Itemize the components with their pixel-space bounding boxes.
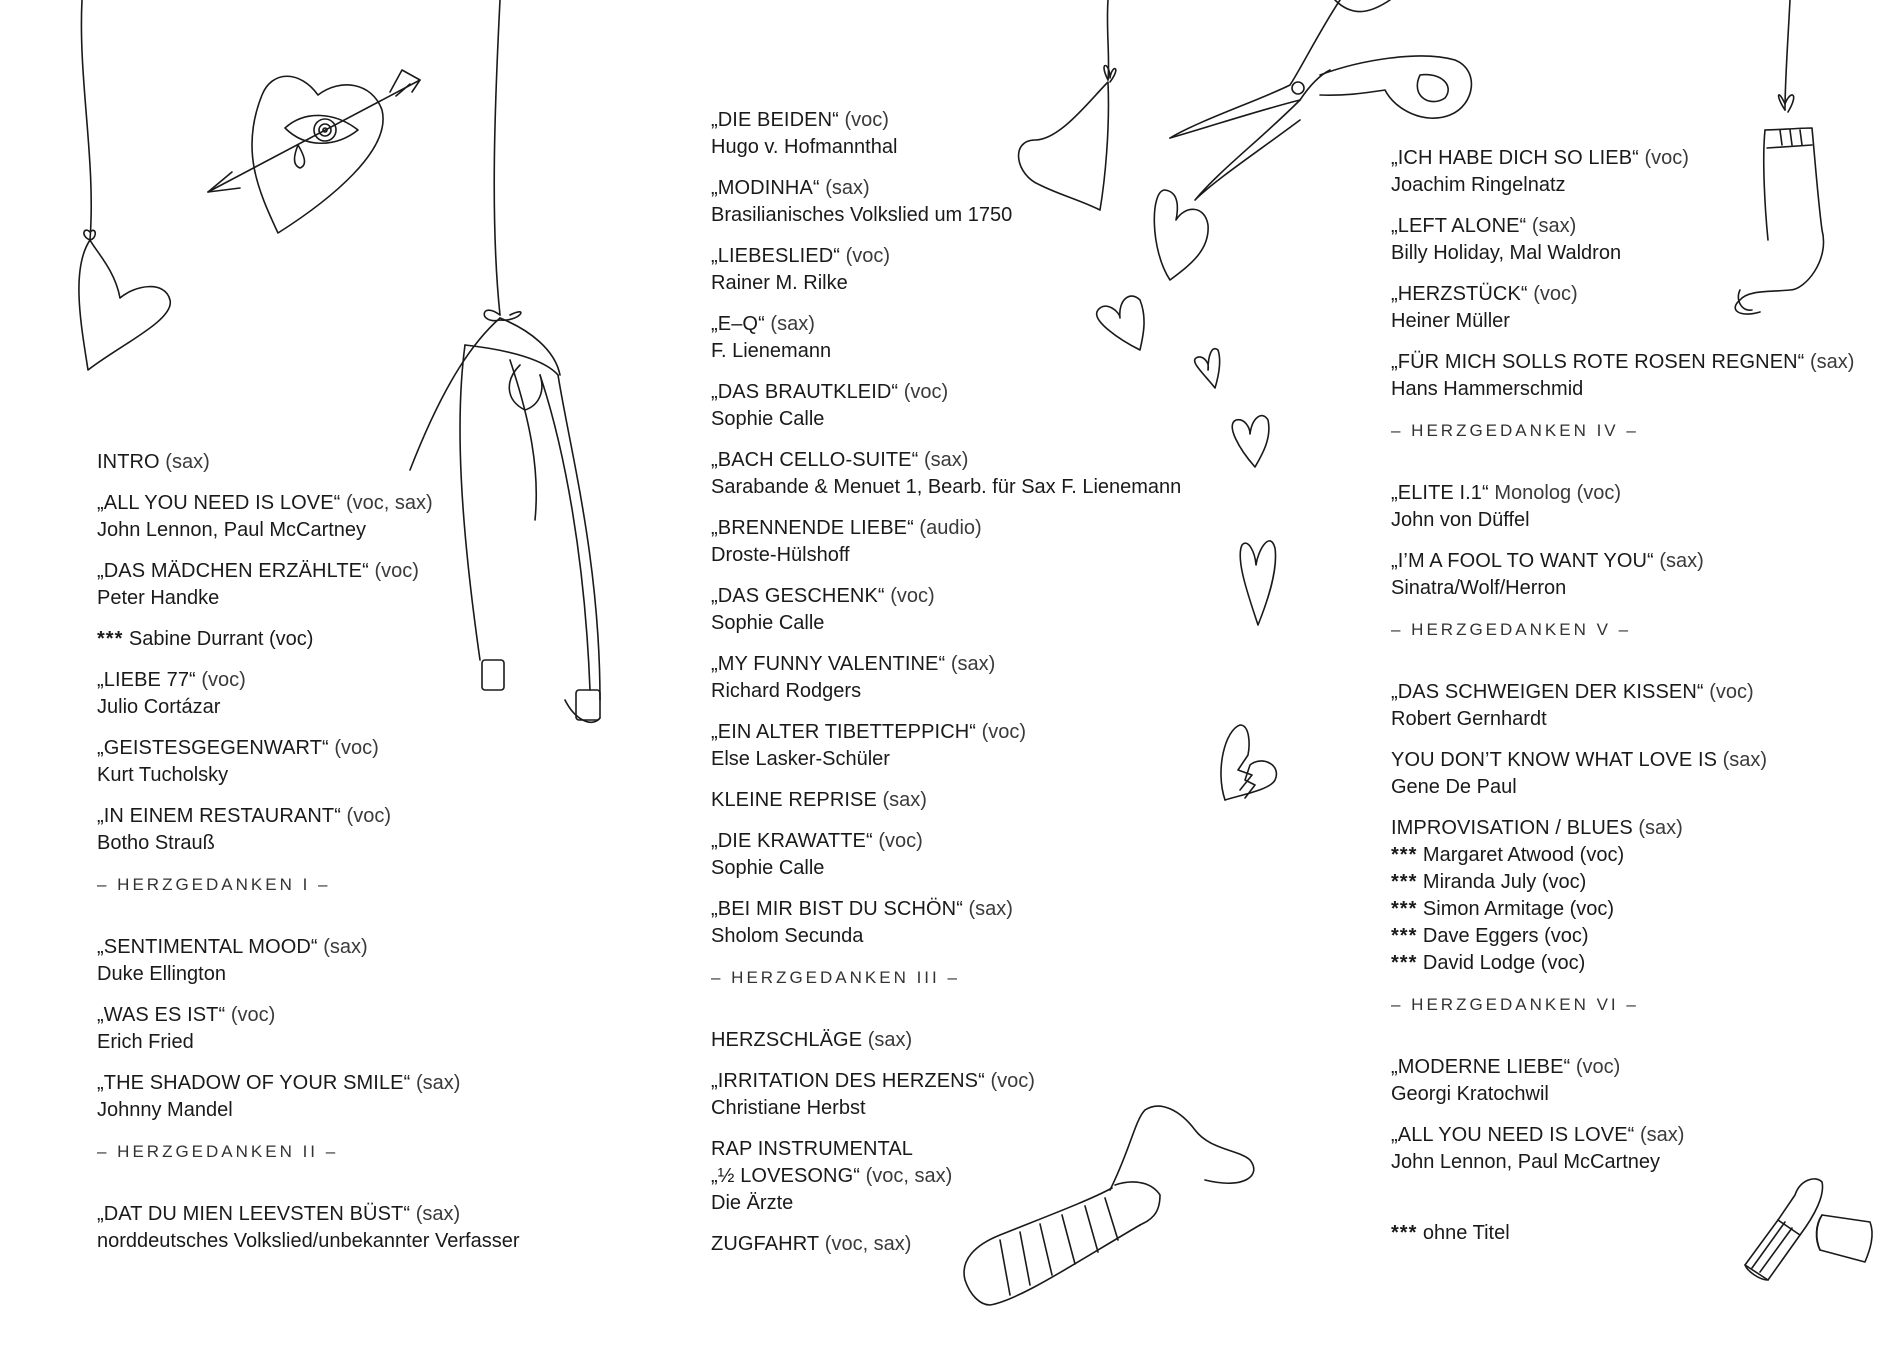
entry-title-line xyxy=(711,1231,1231,1258)
performance-note: (voc) xyxy=(1533,283,1578,305)
performance-note: (voc) xyxy=(346,805,391,827)
author: John von Düffel xyxy=(1391,509,1530,531)
program-column-2 xyxy=(711,107,1231,1272)
author: Gene De Paul xyxy=(1391,776,1517,798)
performance-note: (sax) xyxy=(165,451,210,473)
author: John Lennon, Paul McCartney xyxy=(1391,1151,1661,1173)
author: John Lennon, Paul McCartney xyxy=(97,519,367,541)
star-item-text: Margaret Atwood (voc) xyxy=(1422,844,1625,866)
program-entry xyxy=(711,1231,1231,1258)
program-entry xyxy=(711,107,1231,161)
entry-title-line xyxy=(711,311,1231,338)
piece-title: „LEFT ALONE“ xyxy=(1391,215,1527,237)
program-column-3 xyxy=(1391,145,1871,1261)
piece-title: „THE SHADOW OF YOUR SMILE“ xyxy=(97,1072,411,1094)
performance-note: (voc) xyxy=(374,560,419,582)
entry-title-line xyxy=(97,558,617,585)
author: Sholom Secunda xyxy=(711,925,864,947)
piece-title: „GEISTESGEGENWART“ xyxy=(97,737,329,759)
program-entry xyxy=(97,934,617,988)
program-entry xyxy=(711,719,1231,773)
star-list xyxy=(1391,1220,1871,1247)
performance-note: (sax) xyxy=(1659,550,1704,572)
piece-title: HERZSCHLÄGE xyxy=(711,1029,863,1051)
performance-note: (voc) xyxy=(1644,147,1689,169)
entry-title-line xyxy=(711,175,1231,202)
piece-title: „DAS BRAUTKLEID“ xyxy=(711,381,899,403)
performance-note: (sax) xyxy=(923,449,969,471)
piece-title: „MODINHA“ xyxy=(711,177,820,199)
piece-title: „ALL YOU NEED IS LOVE“ xyxy=(97,492,341,514)
performance-note: (voc) xyxy=(845,245,891,267)
performance-note: (sax) xyxy=(1638,817,1683,839)
author: Hugo v. Hofmannthal xyxy=(711,136,898,158)
program-entry xyxy=(97,1070,617,1124)
performance-note: (voc) xyxy=(990,1070,1035,1092)
piece-title: „EIN ALTER TIBETTEPPICH“ xyxy=(711,721,977,743)
star-list xyxy=(97,626,617,653)
stars-mark: *** xyxy=(1391,898,1418,920)
author: Else Lasker-Schüler xyxy=(711,748,890,770)
program-entry xyxy=(711,379,1231,433)
author: Erich Fried xyxy=(97,1031,194,1053)
piece-title: „DAS SCHWEIGEN DER KISSEN“ xyxy=(1391,681,1704,703)
entry-title-line xyxy=(1391,1054,1871,1081)
entry-title-line xyxy=(97,449,617,476)
entry-title-line xyxy=(97,1201,617,1228)
program-entry xyxy=(1391,679,1871,733)
piece-title: ZUGFAHRT xyxy=(711,1233,820,1255)
entry-title-line xyxy=(1391,815,1871,842)
stars-mark: *** xyxy=(1391,952,1418,974)
piece-title: „MY FUNNY VALENTINE“ xyxy=(711,653,946,675)
star-list-item xyxy=(1391,869,1871,896)
piece-title: YOU DON’T KNOW WHAT LOVE IS xyxy=(1391,749,1718,771)
star-list-item xyxy=(1391,896,1871,923)
entry-title-line xyxy=(711,896,1231,923)
author: Billy Holiday, Mal Waldron xyxy=(1391,242,1622,264)
performance-note: (sax) xyxy=(950,653,996,675)
piece-title: „SENTIMENTAL MOOD“ xyxy=(97,936,318,958)
program-column-1 xyxy=(97,449,617,1269)
star-list-item xyxy=(1391,842,1871,869)
program-entry xyxy=(711,243,1231,297)
section-heading: – HERZGEDANKEN II – xyxy=(97,1142,339,1161)
program-entry xyxy=(711,583,1231,637)
author: norddeutsches Volkslied/unbekannter Verfasser xyxy=(97,1230,520,1252)
program-entry xyxy=(1391,281,1871,335)
star-list-item xyxy=(1391,1220,1871,1247)
program-entry xyxy=(97,449,617,476)
author: Botho Strauß xyxy=(97,832,215,854)
program-entry xyxy=(97,490,617,544)
program-entry xyxy=(711,651,1231,705)
author: Richard Rodgers xyxy=(711,680,862,702)
author: Sophie Calle xyxy=(711,612,825,634)
piece-title: „LIEBESLIED“ xyxy=(711,245,841,267)
stars-mark: *** xyxy=(1391,871,1418,893)
entry-title-line xyxy=(97,490,617,517)
entry-title-line xyxy=(97,934,617,961)
program-entry xyxy=(711,1136,1231,1217)
entry-title-line xyxy=(711,515,1231,542)
piece-title: „BRENNENDE LIEBE“ xyxy=(711,517,914,539)
author: Johnny Mandel xyxy=(97,1099,233,1121)
spacer xyxy=(1391,1190,1871,1220)
program-entry xyxy=(711,1027,1231,1054)
star-item-text: Miranda July (voc) xyxy=(1422,871,1587,893)
entry-title-line xyxy=(1391,213,1871,240)
piece-title: „ICH HABE DICH SO LIEB“ xyxy=(1391,147,1639,169)
star-list xyxy=(1391,815,1871,977)
performance-note: (sax) xyxy=(1531,215,1577,237)
author: Droste-Hülshoff xyxy=(711,544,850,566)
star-item-text: Sabine Durrant (voc) xyxy=(128,628,314,650)
piece-title: „DAT DU MIEN LEEVSTEN BÜST“ xyxy=(97,1203,411,1225)
piece-title: „IN EINEM RESTAURANT“ xyxy=(97,805,341,827)
star-item-text: David Lodge (voc) xyxy=(1422,952,1586,974)
section-heading: – HERZGEDANKEN IV – xyxy=(1391,421,1639,440)
entry-title-line xyxy=(1391,349,1871,376)
program-entry xyxy=(711,896,1231,950)
piece-title: „DIE KRAWATTE“ xyxy=(711,830,873,852)
piece-title: „BACH CELLO-SUITE“ xyxy=(711,449,919,471)
performance-note: (voc) xyxy=(201,669,246,691)
piece-title: „IRRITATION DES HERZENS“ xyxy=(711,1070,985,1092)
program-entry xyxy=(711,515,1231,569)
author: Heiner Müller xyxy=(1391,310,1510,332)
performance-note: (voc) xyxy=(334,737,379,759)
program-entry xyxy=(97,1002,617,1056)
program-entry xyxy=(711,447,1231,501)
author: Sarabande & Menuet 1, Bearb. für Sax F. Lienemann xyxy=(711,476,1182,498)
entry-title-line xyxy=(1391,679,1871,706)
performance-note: (voc) xyxy=(1709,681,1754,703)
star-list-item xyxy=(1391,950,1871,977)
performance-note: (sax) xyxy=(968,898,1013,920)
program-entry xyxy=(97,1201,617,1255)
author: Rainer M. Rilke xyxy=(711,272,848,294)
entry-title-line xyxy=(1391,281,1871,308)
performance-note: (voc) xyxy=(1575,1056,1621,1078)
entry-title-line xyxy=(711,1068,1231,1095)
star-item-text: ohne Titel xyxy=(1422,1222,1510,1244)
entry-title-line xyxy=(1391,480,1871,507)
author: F. Lienemann xyxy=(711,340,832,362)
star-list-item xyxy=(97,626,617,653)
piece-title: „ELITE I.1“ xyxy=(1391,482,1489,504)
piece-title: „DIE BEIDEN“ xyxy=(711,109,839,131)
author: Brasilianisches Volkslied um 1750 xyxy=(711,204,1013,226)
performance-note: (sax) xyxy=(1639,1124,1685,1146)
piece-title: „BEI MIR BIST DU SCHÖN“ xyxy=(711,898,963,920)
program-entry xyxy=(1391,548,1871,602)
section-heading: – HERZGEDANKEN VI – xyxy=(1391,995,1639,1014)
performance-note: (voc) xyxy=(981,721,1027,743)
entry-title-line xyxy=(97,1002,617,1029)
program-entry xyxy=(97,735,617,789)
piece-title: „I’M A FOOL TO WANT YOU“ xyxy=(1391,550,1654,572)
author: Joachim Ringelnatz xyxy=(1391,174,1566,196)
program-entry xyxy=(1391,1054,1871,1108)
piece-title: „LIEBE 77“ xyxy=(97,669,196,691)
entry-title-line xyxy=(711,1027,1231,1054)
performance-note: Monolog (voc) xyxy=(1494,482,1622,504)
entry-title-line xyxy=(711,651,1231,678)
program-entry xyxy=(1391,213,1871,267)
star-item-text: Simon Armitage (voc) xyxy=(1422,898,1615,920)
piece-title: INTRO xyxy=(97,451,160,473)
entry-title-line xyxy=(711,243,1231,270)
author: Peter Handke xyxy=(97,587,220,609)
author: Sinatra/Wolf/Herron xyxy=(1391,577,1567,599)
stars-mark: *** xyxy=(1391,925,1418,947)
program-entry xyxy=(1391,480,1871,534)
entry-title-line xyxy=(711,447,1231,474)
performance-note: (voc) xyxy=(890,585,935,607)
author: Georgi Kratochwil xyxy=(1391,1083,1549,1105)
entry-title-line xyxy=(711,1136,1231,1163)
program-entry xyxy=(711,787,1231,814)
stars-mark: *** xyxy=(1391,1222,1418,1244)
entry-title-line xyxy=(97,667,617,694)
entry-title-line xyxy=(1391,548,1871,575)
program-entry xyxy=(97,803,617,857)
star-item-text: Dave Eggers (voc) xyxy=(1422,925,1589,947)
author: Duke Ellington xyxy=(97,963,226,985)
entry-title-line xyxy=(97,1070,617,1097)
section-heading: – HERZGEDANKEN III – xyxy=(711,968,960,987)
piece-title: „ALL YOU NEED IS LOVE“ xyxy=(1391,1124,1635,1146)
author: Sophie Calle xyxy=(711,408,825,430)
heart-arrow-eye-icon xyxy=(208,70,420,233)
performance-note: (sax) xyxy=(415,1072,461,1094)
piece-title: „DAS GESCHENK“ xyxy=(711,585,885,607)
star-list-item xyxy=(1391,923,1871,950)
program-entry xyxy=(97,558,617,612)
entry-title-line xyxy=(97,735,617,762)
entry-title-line xyxy=(711,583,1231,610)
piece-title: „FÜR MICH SOLLS ROTE ROSEN REGNEN“ xyxy=(1391,351,1805,373)
piece-title: KLEINE REPRISE xyxy=(711,789,877,811)
piece-title: „E–Q“ xyxy=(711,313,765,335)
author: Christiane Herbst xyxy=(711,1097,866,1119)
program-entry xyxy=(711,1068,1231,1122)
entry-title-line xyxy=(711,379,1231,406)
program-entry xyxy=(711,828,1231,882)
stars-mark: *** xyxy=(1391,844,1418,866)
author: Julio Cortázar xyxy=(97,696,221,718)
piece-title: „HERZSTÜCK“ xyxy=(1391,283,1528,305)
section-heading: – HERZGEDANKEN I – xyxy=(97,875,331,894)
entry-title-line xyxy=(1391,145,1871,172)
program-entry xyxy=(711,311,1231,365)
program-entry xyxy=(711,175,1231,229)
entry-title-line xyxy=(711,828,1231,855)
program-entry xyxy=(1391,747,1871,801)
performance-note: (sax) xyxy=(323,936,368,958)
stars-mark: *** xyxy=(97,628,124,650)
performance-note: (sax) xyxy=(415,1203,461,1225)
author: Hans Hammerschmid xyxy=(1391,378,1584,400)
author: Robert Gernhardt xyxy=(1391,708,1547,730)
performance-note: (voc, sax) xyxy=(345,492,433,514)
program-entry xyxy=(1391,1122,1871,1176)
piece-title: „MODERNE LIEBE“ xyxy=(1391,1056,1571,1078)
piece-title: „½ LOVESONG“ xyxy=(711,1165,861,1187)
performance-note: (voc) xyxy=(230,1004,276,1026)
performance-note: (sax) xyxy=(825,177,870,199)
piece-title: „WAS ES IST“ xyxy=(97,1004,226,1026)
entry-title-line xyxy=(1391,747,1871,774)
entry-title-line xyxy=(711,1163,1231,1190)
performance-note: (sax) xyxy=(1722,749,1768,771)
performance-note: (voc) xyxy=(903,381,949,403)
performance-note: (sax) xyxy=(770,313,815,335)
entry-title-line xyxy=(711,719,1231,746)
piece-title: IMPROVISATION / BLUES xyxy=(1391,817,1633,839)
hanging-heart-icon xyxy=(79,0,170,370)
performance-note: (voc, sax) xyxy=(865,1165,953,1187)
author: Sophie Calle xyxy=(711,857,825,879)
entry-title-line xyxy=(711,107,1231,134)
performance-note: (voc) xyxy=(878,830,923,852)
performance-note: (sax) xyxy=(1810,351,1855,373)
performance-note: (sax) xyxy=(867,1029,913,1051)
performance-note: (audio) xyxy=(919,517,982,539)
performance-note: (voc, sax) xyxy=(824,1233,912,1255)
program-entry xyxy=(1391,145,1871,199)
performance-note: (voc) xyxy=(844,109,889,131)
program-entry xyxy=(1391,349,1871,403)
author: Die Ärzte xyxy=(711,1192,794,1214)
piece-title: „DAS MÄDCHEN ERZÄHLTE“ xyxy=(97,560,375,582)
performance-note: (sax) xyxy=(882,789,927,811)
entry-title-line xyxy=(711,787,1231,814)
entry-title-line xyxy=(1391,1122,1871,1149)
section-heading: – HERZGEDANKEN V – xyxy=(1391,620,1632,639)
piece-title: RAP INSTRUMENTAL xyxy=(711,1138,914,1160)
author: Kurt Tucholsky xyxy=(97,764,229,786)
entry-title-line xyxy=(97,803,617,830)
program-entry xyxy=(97,667,617,721)
